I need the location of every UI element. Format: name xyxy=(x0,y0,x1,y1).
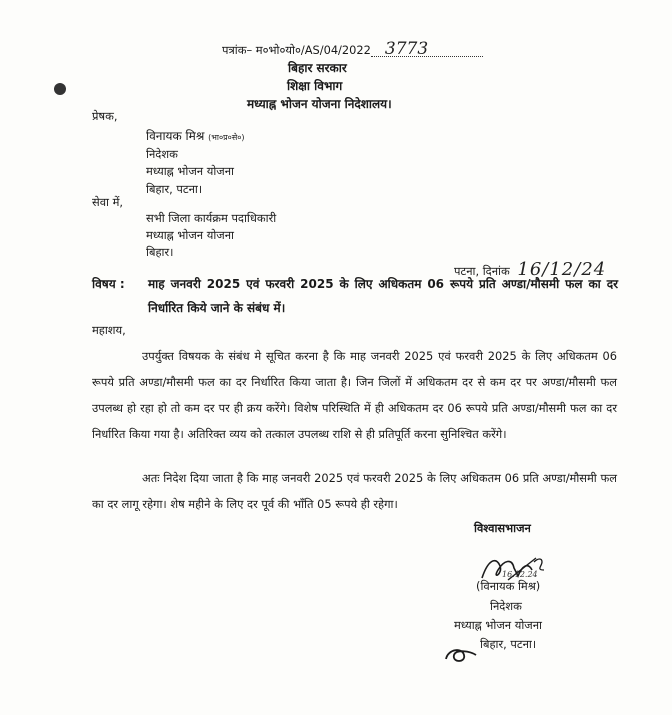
govt-heading: बिहार सरकार xyxy=(288,61,347,75)
body-paragraph-2: अतः निदेश दिया जाता है कि माह जनवरी 2025 एवं फरवरी 2025 के लिए अधिकतम 06 प्रति अण्डा/मौसमी फल का दर लागू रहेगा। शेष महीने के लिए दर पूर्व की भाँति 05 रूपये ही रहेगा। xyxy=(92,471,617,511)
punch-hole xyxy=(54,83,66,95)
date-handwritten: 16/12/24 xyxy=(517,259,607,280)
sender-name: विनायक मिश्र xyxy=(146,129,205,143)
letter-number-label: पत्रांक– म०भो०यो०/AS/04/2022 xyxy=(222,43,371,57)
subject-label: विषय : xyxy=(92,277,125,291)
signatory-name: (विनायक मिश्र) xyxy=(476,579,541,593)
letter-number xyxy=(222,39,483,59)
yours-faithfully: विश्वासभाजन xyxy=(474,521,531,535)
body-paragraph-1: उपर्युक्त विषयक के संबंध मे सूचित करना है कि माह जनवरी 2025 एवं फरवरी 2025 के लिए अधिकतम 06 रूपये प्रति अण्डा/मौसमी फल का दर निर्धारित किया जाता है। जिन जिलों में अधिकतम दर से कम दर पर अण्डा/मौसमी फल उपलब्ध हो रहा हो तो कम दर पर ही क्रय करेंगे। विशेष परिस्थिति में ही अधिकतम दर 06 रूपये प्रति अण्डा/मौसमी फल का दर निर्धारित किया गया है। अतिरिक्त व्यय को तत्काल उपलब्ध राशि से ही प्रतिपूर्ति करना सुनिश्चित करेंगे। xyxy=(92,349,617,441)
signatory-place: बिहार, पटना। xyxy=(480,637,537,651)
letter-number-handwritten: 3773 xyxy=(371,42,483,57)
recipient-line3: बिहार। xyxy=(146,245,174,259)
sender-scheme: मध्याह्न भोजन योजना xyxy=(146,164,234,178)
sender-designation: निदेशक xyxy=(146,147,178,161)
sender-label: प्रेषक, xyxy=(92,109,118,123)
recipient-line1: सभी जिला कार्यक्रम पदाधिकारी xyxy=(146,211,277,225)
sender-name-line xyxy=(146,128,245,146)
salutation: महाशय, xyxy=(92,323,126,337)
recipient-line2: मध्याह्न भोजन योजना xyxy=(146,228,234,242)
initial-mark xyxy=(444,645,478,669)
date-label: पटना, दिनांक xyxy=(454,264,510,278)
signatory-scheme: मध्याह्न भोजन योजना xyxy=(454,618,542,632)
recipient-label: सेवा में, xyxy=(92,195,124,209)
sender-place: बिहार, पटना। xyxy=(146,182,203,196)
signature-date: 16.12.24 xyxy=(502,570,538,579)
signatory-designation: निदेशक xyxy=(490,599,522,613)
department-heading: शिक्षा विभाग xyxy=(287,79,343,93)
subject-text: माह जनवरी 2025 एवं फरवरी 2025 के लिए अधिकतम 06 रूपये प्रति अण्डा/मौसमी फल का दर निर्धारित किये जाने के संबंध में। xyxy=(148,277,618,315)
directorate-heading: मध्याह्न भोजन योजना निदेशालय। xyxy=(247,97,392,111)
sender-service: (भा०प्र०से०) xyxy=(208,133,245,142)
